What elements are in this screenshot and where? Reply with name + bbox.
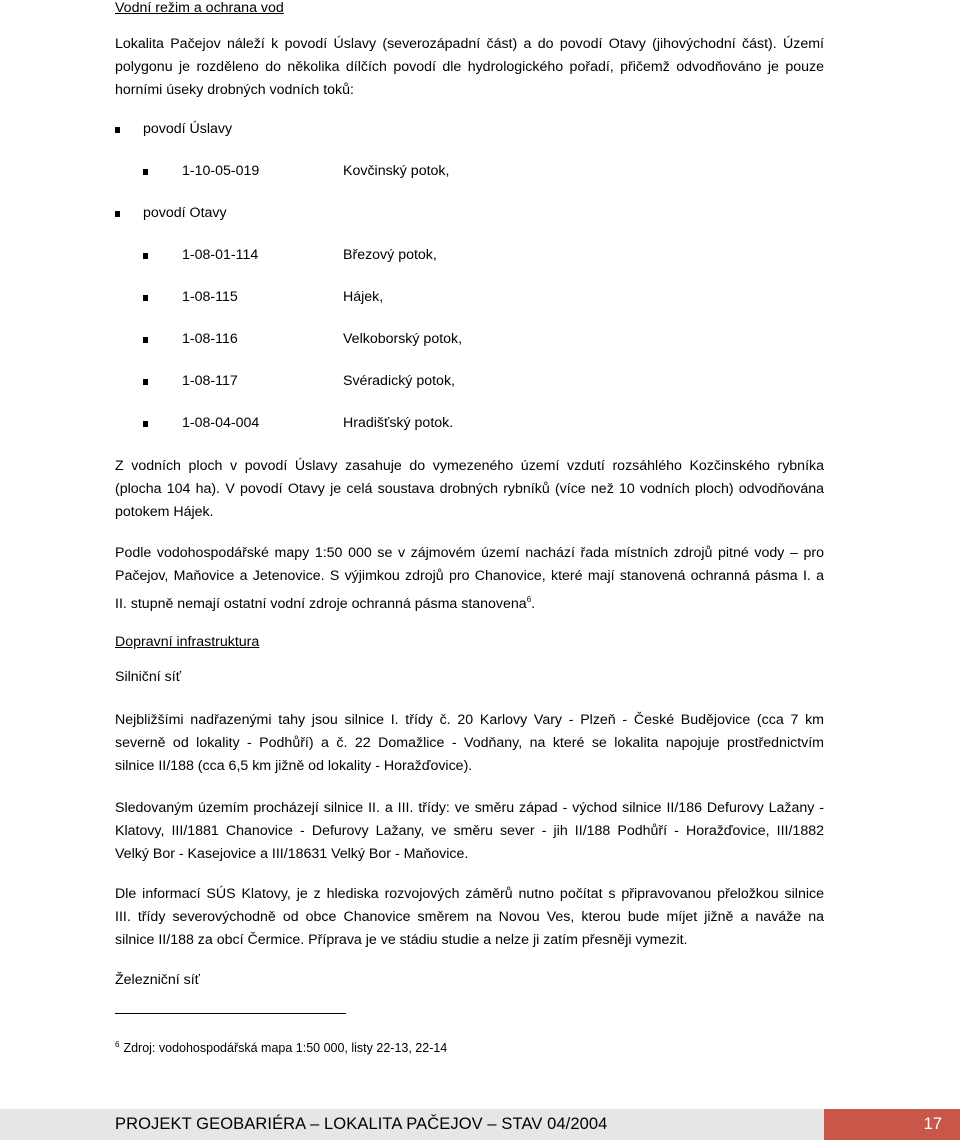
paragraph-line: (plocha 104 ha). V povodí Otavy je celá soustava drobných rybníků (více než 10 vodních ploch) odvodňována xyxy=(115,481,824,497)
footnote-reference: 6 xyxy=(526,595,532,604)
paragraph-line: Pačejov, Maňovice a Jetenovice. S výjimkou zdrojů pro Chanovice, které mají stanovená ochranná pásma I. a xyxy=(115,568,824,584)
stream-code: 1-08-115 xyxy=(182,289,238,305)
footnote-number: 6 xyxy=(115,1040,120,1049)
stream-name: Kovčinský potok, xyxy=(343,163,450,179)
square-bullet-icon xyxy=(143,169,148,175)
paragraph-line: Nejbližšími nadřazenými tahy jsou silnice I. třídy č. 20 Karlovy Vary - Plzeň - České Budějovice (cca 7 km xyxy=(115,712,824,728)
stream-name: Svéradický potok, xyxy=(343,373,455,389)
stream-name: Březový potok, xyxy=(343,247,437,263)
subheading-road: Silniční síť xyxy=(115,669,182,685)
footer-title: PROJEKT GEOBARIÉRA – LOKALITA PAČEJOV – STAV 04/2004 xyxy=(115,1115,608,1133)
square-bullet-icon xyxy=(143,295,148,301)
square-bullet-icon xyxy=(143,337,148,343)
basin-name: povodí Otavy xyxy=(143,205,227,221)
square-bullet-icon xyxy=(143,379,148,385)
footnote xyxy=(115,1040,447,1055)
stream-name: Velkoborský potok, xyxy=(343,331,463,347)
paragraph-line: Klatovy, III/1881 Chanovice - Defurovy Lažany, ve směru sever - jih II/188 Podhůří - Horažďovice, III/1882 xyxy=(115,823,824,839)
basin-name: povodí Úslavy xyxy=(143,121,233,137)
footnote-separator xyxy=(115,1013,346,1014)
paragraph-water-sources xyxy=(115,542,824,616)
square-bullet-icon xyxy=(115,211,120,217)
paragraph-line: polygonu je rozděleno do několika dílčích povodí dle hydrologického pořadí, přičemž odvodňováno je pouze xyxy=(115,59,824,75)
paragraph-water-intro xyxy=(115,33,824,102)
paragraph-line: Velký Bor - Kasejovice a III/18631 Velký Bor - Maňovice. xyxy=(115,846,469,862)
subheading-rail: Železniční síť xyxy=(115,972,200,988)
paragraph-line-text: II. stupně nemají ostatní vodní zdroje ochranná pásma stanovena xyxy=(115,596,527,612)
paragraph-line: Podle vodohospodářské mapy 1:50 000 se v zájmovém území nachází řada místních zdrojů pitné vody – pro xyxy=(115,545,824,561)
paragraph-line: horními úseky drobných vodních toků: xyxy=(115,82,354,98)
paragraph-line: silnice II/188 za obcí Čermice. Příprava je ve stádiu studie a nelze ji zatím přesněji vymezit. xyxy=(115,932,688,948)
paragraph-line: Z vodních ploch v povodí Úslavy zasahuje do vymezeného území vzdutí rozsáhlého Kozčinského rybníka xyxy=(115,458,824,474)
stream-code: 1-08-04-004 xyxy=(182,415,260,431)
footnote-text: Zdroj: vodohospodářská mapa 1:50 000, listy 22-13, 22-14 xyxy=(123,1041,448,1055)
paragraph-line: silnice II/188 (cca 6,5 km jižně od lokality - Horažďovice). xyxy=(115,758,473,774)
stream-name: Hradišťský potok. xyxy=(343,415,454,431)
paragraph-line: severně od lokality - Podhůří) a č. 22 Domažlice - Vodňany, na které se lokalita napojuje prostřednictvím xyxy=(115,735,824,751)
square-bullet-icon xyxy=(143,421,148,427)
paragraph-line: Lokalita Pačejov náleží k povodí Úslavy (severozápadní část) a do povodí Otavy (jihovýchodní část). Území xyxy=(115,36,824,52)
section-heading-transport: Dopravní infrastruktura xyxy=(115,634,260,650)
paragraph-line: Dle informací SÚS Klatovy, je z hlediska rozvojových záměrů nutno počítat s připravovanou přeložkou silnice xyxy=(115,886,824,902)
paragraph-road-planned xyxy=(115,883,824,952)
paragraph-line: potokem Hájek. xyxy=(115,504,214,520)
paragraph-water-ponds xyxy=(115,455,824,524)
section-heading-water: Vodní režim a ochrana vod xyxy=(115,0,284,16)
stream-name: Hájek, xyxy=(343,289,384,305)
stream-code: 1-08-117 xyxy=(182,373,238,389)
stream-code: 1-08-116 xyxy=(182,331,238,347)
paragraph-line: Sledovaným územím procházejí silnice II. a III. třídy: ve směru západ - východ silnice II/186 Defurovy Lažany - xyxy=(115,800,824,816)
paragraph-line xyxy=(115,588,824,616)
paragraph-road-secondary xyxy=(115,797,824,866)
stream-code: 1-10-05-019 xyxy=(182,163,260,179)
paragraph-road-main xyxy=(115,709,824,778)
sentence-end: . xyxy=(531,596,536,612)
stream-code: 1-08-01-114 xyxy=(182,247,259,263)
paragraph-line: III. třídy severovýchodně od obce Chanovice směrem na Novou Ves, kterou bude míjet jižně a naváže na xyxy=(115,909,824,925)
square-bullet-icon xyxy=(143,253,148,259)
page-number: 17 xyxy=(923,1115,942,1133)
square-bullet-icon xyxy=(115,127,120,133)
